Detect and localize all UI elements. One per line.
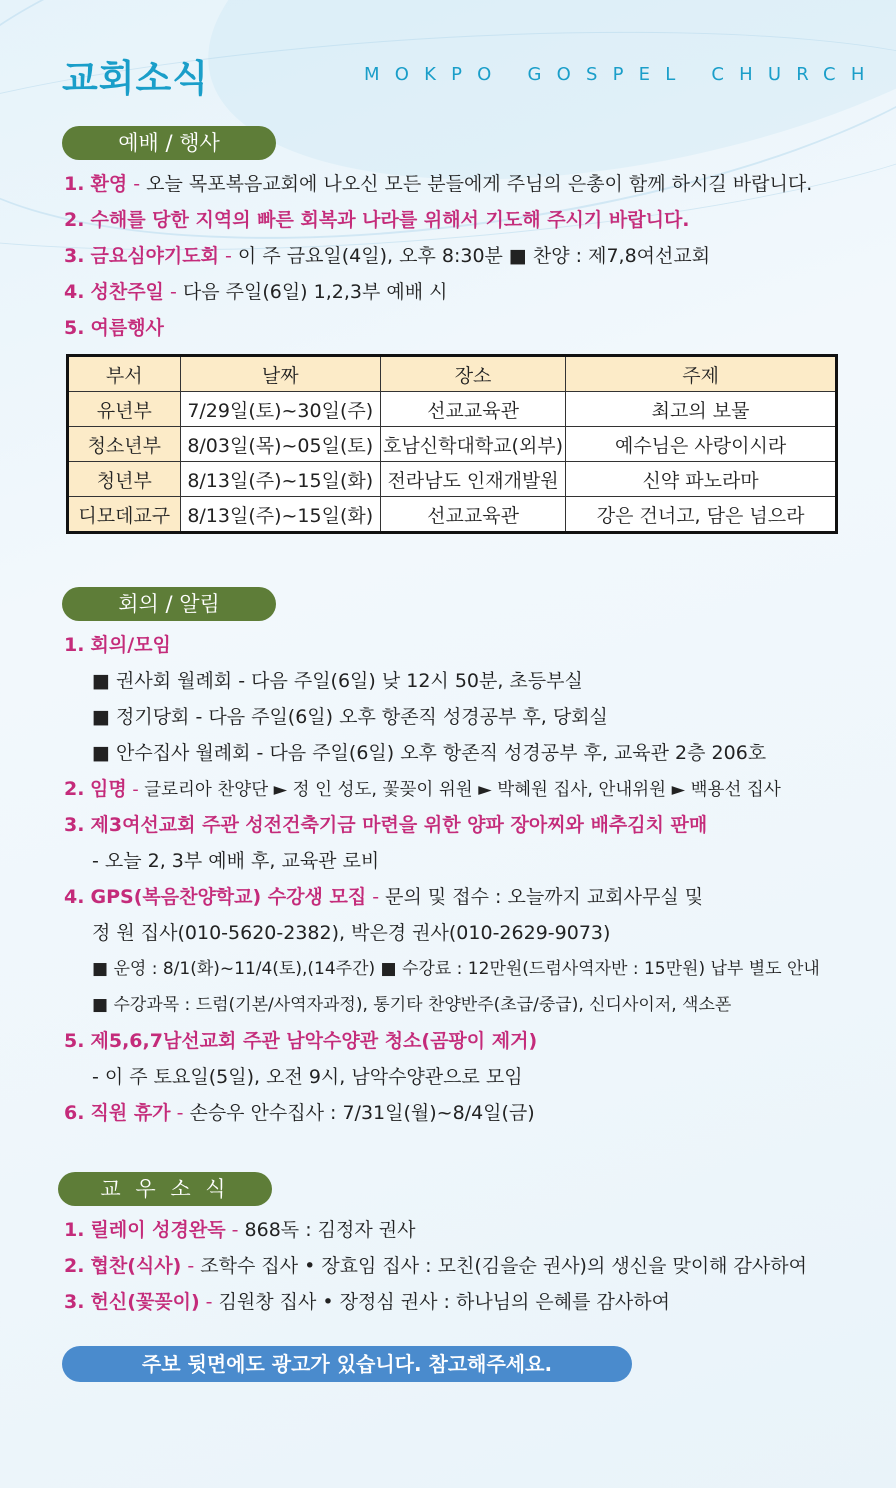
table-cell: 청년부 (68, 462, 181, 497)
list-item: 1. 릴레이 성경완독 - 868독 : 김정자 권사 (64, 1219, 416, 1241)
table-row (68, 427, 837, 462)
table-cell: 강은 건너고, 담은 넘으라 (566, 497, 837, 533)
footer-notice: 주보 뒷면에도 광고가 있습니다. 참고해주세요. (62, 1346, 632, 1382)
table-row (68, 497, 837, 533)
table-cell: 신약 파노라마 (566, 462, 837, 497)
table-cell: 전라남도 인재개발원 (380, 462, 565, 497)
church-name: MOKPO GOSPEL CHURCH (364, 64, 880, 85)
list-item: 2. 협찬(식사) - 조학수 집사 • 장효임 집사 : 모친(김을순 권사)의 생신을 맞이해 감사하여 (64, 1255, 807, 1277)
list-item: 5. 제5,6,7남선교회 주관 남악수양관 청소(곰팡이 제거) (64, 1030, 538, 1052)
table-cell: 최고의 보물 (566, 392, 837, 427)
section-heading-worship: 예배 / 행사 (62, 126, 276, 160)
table-cell: 호남신학대학교(외부) (380, 427, 565, 462)
table-cell: 선교교육관 (380, 497, 565, 533)
table-row (68, 392, 837, 427)
list-item: 2. 수해를 당한 지역의 빠른 회복과 나라를 위해서 기도해 주시기 바랍니다. (64, 209, 690, 231)
table-cell: 8/13일(주)~15일(화) (180, 462, 380, 497)
list-item: 1. 환영 - 오늘 목포복음교회에 나오신 모든 분들에게 주님의 은총이 함께 하시길 바랍니다. (64, 173, 813, 195)
list-subitem: ■ 정기당회 - 다음 주일(6일) 오후 항존직 성경공부 후, 당회실 (92, 706, 608, 728)
table-cell: 청소년부 (68, 427, 181, 462)
page-title: 교회소식 (62, 57, 209, 100)
list-subitem: ■ 안수집사 월례회 - 다음 주일(6일) 오후 항존직 성경공부 후, 교육관 2층 206호 (92, 742, 767, 764)
table-row (68, 462, 837, 497)
list-subitem: ■ 운영 : 8/1(화)~11/4(토),(14주간) ■ 수강료 : 12만원(드럼사역자반 : 15만원) 납부 별도 안내 (92, 959, 820, 979)
column-header: 장소 (380, 356, 565, 392)
list-subitem: - 오늘 2, 3부 예배 후, 교육관 로비 (92, 850, 380, 872)
list-item: 2. 임명 - 글로리아 찬양단 ► 정 인 성도, 꽃꽂이 위원 ► 박혜원 집사, 안내위원 ► 백용선 집사 (64, 778, 781, 800)
table-cell: 유년부 (68, 392, 181, 427)
list-item: 3. 금요심야기도회 - 이 주 금요일(4일), 오후 8:30분 ■ 찬양 : 제7,8여선교회 (64, 245, 711, 267)
list-item: 1. 회의/모임 (64, 634, 171, 656)
column-header: 날짜 (180, 356, 380, 392)
summer-events-table (66, 354, 838, 534)
list-item: 3. 제3여선교회 주관 성전건축기금 마련을 위한 양파 장아찌와 배추김치 판매 (64, 814, 708, 836)
table-cell: 8/03일(목)~05일(토) (180, 427, 380, 462)
list-item: 4. GPS(복음찬양학교) 수강생 모집 - 문의 및 접수 : 오늘까지 교회사무실 및 (64, 886, 704, 908)
column-header: 부서 (68, 356, 181, 392)
table-cell: 선교교육관 (380, 392, 565, 427)
list-subitem: ■ 수강과목 : 드럼(기본/사역자과정), 통기타 찬양반주(초급/중급), 신디사이저, 색소폰 (92, 995, 732, 1015)
column-header: 주제 (566, 356, 837, 392)
table-cell: 예수님은 사랑이시라 (566, 427, 837, 462)
table-cell: 디모데교구 (68, 497, 181, 533)
list-subitem: - 이 주 토요일(5일), 오전 9시, 남악수양관으로 모임 (92, 1066, 523, 1088)
list-item: 3. 헌신(꽃꽂이) - 김원창 집사 • 장정심 권사 : 하나님의 은혜를 감사하여 (64, 1291, 670, 1313)
section-heading-meetings: 회의 / 알림 (62, 587, 276, 621)
table-header-row (68, 356, 837, 392)
table-cell: 7/29일(토)~30일(주) (180, 392, 380, 427)
list-item: 4. 성찬주일 - 다음 주일(6일) 1,2,3부 예배 시 (64, 281, 448, 303)
list-item: 5. 여름행사 (64, 317, 164, 339)
section-heading-members: 교 우 소 식 (58, 1172, 272, 1206)
list-subitem: ■ 권사회 월례회 - 다음 주일(6일) 낮 12시 50분, 초등부실 (92, 670, 583, 692)
table-cell: 8/13일(주)~15일(화) (180, 497, 380, 533)
list-item: 6. 직원 휴가 - 손승우 안수집사 : 7/31일(월)~8/4일(금) (64, 1102, 535, 1124)
list-subitem: 정 원 집사(010-5620-2382), 박은경 권사(010-2629-9073) (92, 922, 611, 944)
